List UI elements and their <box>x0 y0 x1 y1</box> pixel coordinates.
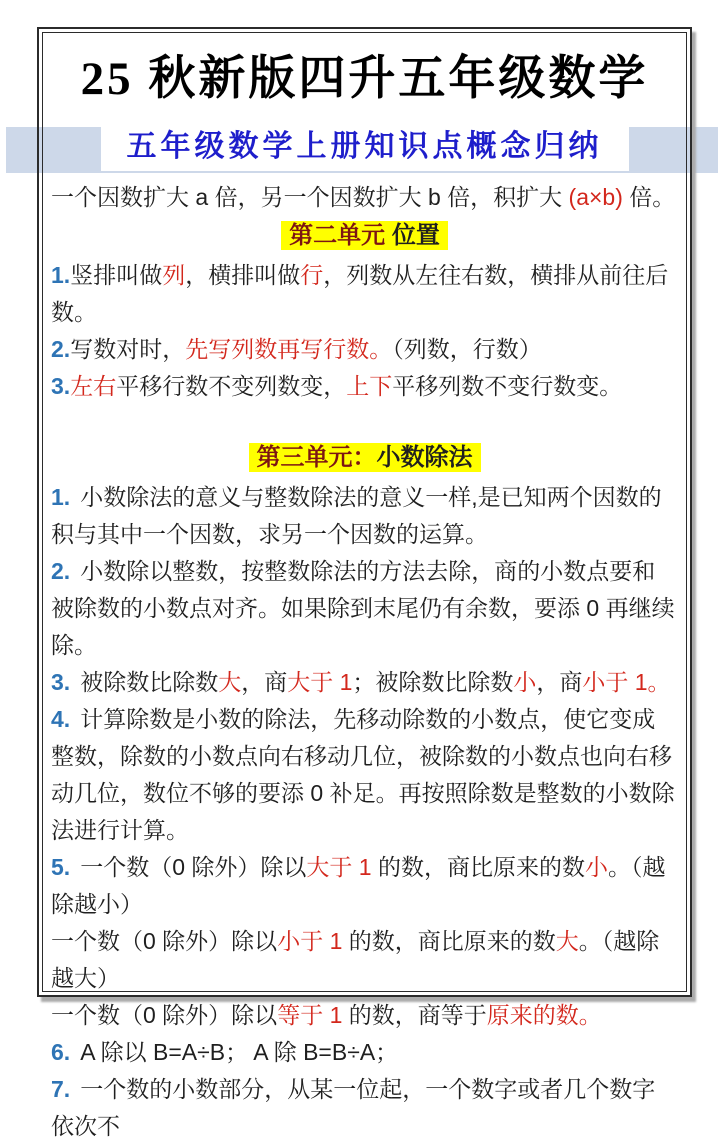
unit2-item-list <box>51 257 678 405</box>
list-item <box>51 664 678 701</box>
list-item <box>51 849 678 923</box>
text-segment: 先写列数再写行数。 <box>185 336 393 362</box>
text-segment: A 除以 B=A÷B； A 除 B=B÷A； <box>80 1039 399 1065</box>
item-number: 1. <box>51 262 71 288</box>
text-segment: 小数除法 <box>376 444 473 471</box>
text-segment: 平移行数不变列数变， <box>116 373 347 399</box>
text-segment: ，商 <box>536 669 583 695</box>
list-item <box>51 479 678 553</box>
item-number: 5. <box>51 854 71 880</box>
list-item <box>51 331 678 368</box>
item-number: 4. <box>51 706 71 732</box>
text-segment: 小于 1 <box>277 928 343 954</box>
text-segment: 大 <box>555 928 579 954</box>
text-segment: 。（越除越小） <box>51 854 666 917</box>
unit2-heading <box>51 219 678 253</box>
text-segment: 大 <box>218 669 242 695</box>
text-segment: （列数，行数） <box>392 336 542 362</box>
unit3-heading-highlight <box>249 443 481 472</box>
list-item <box>51 1034 678 1071</box>
item-number: 3. <box>51 669 71 695</box>
list-item <box>51 997 678 1034</box>
unit3-item-list <box>51 479 678 1145</box>
text-segment: 行 <box>300 262 324 288</box>
intro-line <box>51 179 678 216</box>
text-segment: ；被除数比除数 <box>352 669 514 695</box>
text-segment: 一个数（0 除外）除以 <box>80 854 307 880</box>
item-number: 1. <box>51 484 71 510</box>
text-segment: 大于 1 <box>287 669 353 695</box>
text-segment: 的数，商等于 <box>342 1002 487 1028</box>
text-segment: 等于 1 <box>277 1002 343 1028</box>
text-segment: ，商 <box>241 669 288 695</box>
text-segment: 倍。 <box>622 184 676 210</box>
text-segment: 列 <box>162 262 186 288</box>
page-content <box>37 27 692 1139</box>
unit2-heading-highlight <box>281 221 448 250</box>
list-item <box>51 1071 678 1145</box>
text-segment: 的数，商比原来的数 <box>371 854 585 880</box>
text-segment: (a×b) <box>568 184 623 210</box>
text-segment: 第三单元： <box>256 444 377 471</box>
list-item <box>51 368 678 405</box>
text-segment: ，横排叫做 <box>185 262 301 288</box>
text-segment: 小 <box>513 669 537 695</box>
list-item <box>51 701 678 849</box>
item-number: 2. <box>51 558 71 584</box>
text-segment: 小数除法的意义与整数除法的意义一样,是已知两个因数的积与其中一个因数，求另一个因数的运算。 <box>51 484 662 547</box>
text-segment: 平移列数不变行数变。 <box>392 373 623 399</box>
text-segment: 写数对时， <box>70 336 186 362</box>
text-segment: 位置 <box>385 222 440 249</box>
text-segment: 一个数的小数部分，从某一位起，一个数字或者几个数字依次不 <box>51 1076 656 1139</box>
item-number: 6. <box>51 1039 71 1065</box>
text-segment: 。（越除越大） <box>51 928 660 991</box>
text-segment: 的数，商比原来的数 <box>342 928 556 954</box>
text-segment: 大于 1 <box>306 854 372 880</box>
item-number: 3. <box>51 373 71 399</box>
text-segment: 第二单元 <box>289 222 386 249</box>
text-segment: 小 <box>584 854 608 880</box>
text-segment: 左右 <box>70 373 117 399</box>
item-number: 7. <box>51 1076 71 1102</box>
text-segment: 竖排叫做 <box>70 262 163 288</box>
text-segment: 一个因数扩大 a 倍，另一个因数扩大 b 倍，积扩大 <box>51 184 569 210</box>
text-segment: 一个数（0 除外）除以 <box>51 1002 278 1028</box>
text-segment: 上下 <box>346 373 393 399</box>
list-item <box>51 923 678 997</box>
text-segment: 小于 1。 <box>582 669 671 695</box>
page-subtitle: 五年级数学上册知识点概念归纳 <box>101 123 629 171</box>
list-item <box>51 553 678 664</box>
text-segment: 计算除数是小数的除法，先移动除数的小数点，使它变成整数，除数的小数点向右移动几位，被除数的小数点也向右移动几位，数位不够的要添 0 补足。再按照除数是整数的小数除法进行计算。 <box>51 706 675 843</box>
text-segment: 原来的数。 <box>486 1002 602 1028</box>
text-segment: 被除数比除数 <box>80 669 219 695</box>
list-item <box>51 257 678 331</box>
subtitle-row <box>51 123 678 171</box>
text-segment: ，列数从左往右数，横排从前往后数。 <box>51 262 669 325</box>
page-title: 25 秋新版四升五年级数学 <box>80 53 649 105</box>
text-segment: 小数除以整数，按整数除法的方法去除，商的小数点要和被除数的小数点对齐。如果除到末尾仍有余数，要添 0 再继续除。 <box>51 558 675 658</box>
unit3-heading <box>51 441 678 475</box>
text-segment: 一个数（0 除外）除以 <box>51 928 278 954</box>
item-number: 2. <box>51 336 71 362</box>
